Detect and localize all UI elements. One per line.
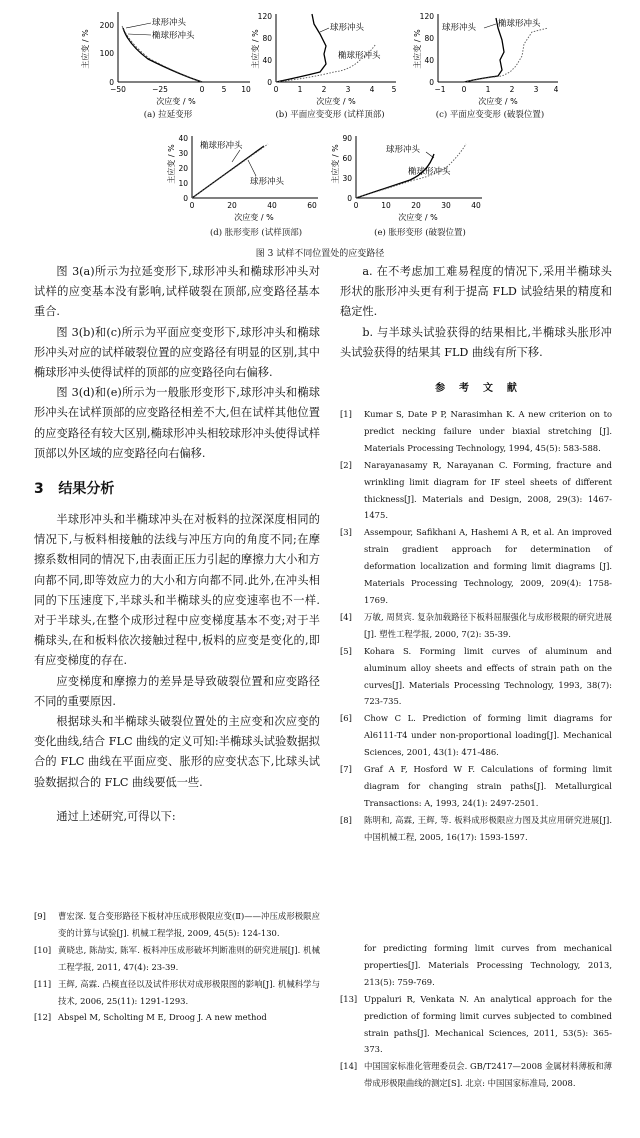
panel-e-xtick-0: 0 bbox=[353, 201, 359, 210]
panel-d-label-ellipsoid: 椭球形冲头 bbox=[200, 141, 243, 151]
panel-a-ytick-2: 200 bbox=[99, 21, 114, 30]
panel-e-ytick-1: 30 bbox=[342, 174, 352, 183]
paragraph-fig3bc: 图 3(b)和(c)所示为平面应变变形下,球形冲头和椭球形冲头对应的试样破裂位置的应变路径有明显的区别,其中椭球形冲头使得试样的顶部的应变路径向右偏移. bbox=[34, 325, 320, 380]
panel-b-ytick-1: 40 bbox=[262, 56, 272, 65]
panel-d-xlabel: 次应变 / % bbox=[234, 213, 274, 222]
panel-c-xtick-0: −1 bbox=[434, 85, 446, 94]
panel-e-xtick-1: 10 bbox=[381, 201, 391, 210]
panel-c-xlabel: 次应变 / % bbox=[478, 97, 518, 106]
panel-b-xtick-4: 4 bbox=[369, 85, 375, 94]
panel-c-ytick-1: 40 bbox=[424, 56, 434, 65]
panel-b-ylabel: 主应变 / % bbox=[251, 29, 260, 69]
panel-e-ytick-0: 0 bbox=[347, 194, 352, 203]
panel-a-xtick-2: 0 bbox=[199, 85, 205, 94]
panel-e-xtick-2: 20 bbox=[411, 201, 421, 210]
reference-9: [9] 曹宏深. 复合变形路径下板材冲压成形极限应变(Ⅱ)——冲压成形极限应变的计算与试验[J]. 机械工程学报, 2009, 45(5): 124-130. bbox=[34, 911, 320, 938]
reference-12-continued: for predicting forming limit curves from mechanical properties[J]. Materials Processing Technology, 2013, 213(5): 759-769. bbox=[364, 943, 612, 987]
panel-a-ylabel: 主应变 / % bbox=[81, 29, 90, 69]
reference-6: [6] Chow C L. Prediction of forming limit diagrams for Al6111-T4 under non-proportional loading[J]. Mechanical Sciences, 2001, 43(1): 471-486. bbox=[340, 713, 612, 758]
panel-d-xtick-3: 60 bbox=[307, 201, 317, 210]
panel-c-chart bbox=[412, 4, 562, 116]
panel-d-ytick-3: 30 bbox=[178, 149, 188, 158]
panel-b-chart bbox=[250, 4, 400, 116]
panel-c-xtick-1: 0 bbox=[461, 85, 467, 94]
panel-b-xtick-3: 3 bbox=[345, 85, 351, 94]
conclusion-b: b. 与半球头试验获得的结果相比,半椭球头胀形冲头试验获得的结果其 FLD 曲线有所下移. bbox=[340, 325, 612, 359]
panel-c-ylabel: 主应变 / % bbox=[413, 29, 422, 69]
panel-d-xtick-2: 40 bbox=[267, 201, 277, 210]
panel-d-ytick-0: 0 bbox=[183, 194, 188, 203]
reference-10: [10] 黄晓忠, 陈劼实, 陈军. 板料冲压成形破坏判断准则的研究进展[J]. 机械工程学报, 2011, 47(4): 23-39. bbox=[34, 944, 320, 972]
panel-c-xtick-3: 2 bbox=[509, 85, 515, 94]
panel-a-xtick-1: −25 bbox=[152, 85, 168, 94]
section-title: 3 结果分析 bbox=[34, 481, 115, 498]
panel-c-label-sphere: 球形冲头 bbox=[442, 23, 477, 33]
panel-e-xtick-3: 30 bbox=[441, 201, 451, 210]
panel-c-label-ellipsoid: 椭球形冲头 bbox=[498, 19, 541, 29]
panel-c-ytick-3: 120 bbox=[419, 12, 434, 21]
panel-a-xtick-0: −50 bbox=[110, 85, 126, 94]
panel-b-label-ellipsoid: 椭球形冲头 bbox=[338, 51, 381, 61]
reference-7: [7] Graf A F, Hosford W F. Calculations of forming limit diagram for changing strain paths[J]. Metallurgical Transactions: A, 1993, 24(1): 2497-2501. bbox=[340, 764, 612, 808]
paragraph-analysis-1: 半球形冲头和半椭球冲头在对板料的拉深深度相同的情况下,与板料相接触的法线与冲压方向的角度不同;在摩擦系数相同的情况下,由表面正压力引起的摩擦力大小和方向都不同,即等效应力的大小和方向都不同.此外,在冲头相同的下压速度下,半球头和半椭球头的应变速率也不一样.对于半球头,在整个成形过程中应变梯度基本不变;对于半椭球头,在和板料依次接触过程中,板料的应变是变化的,即有应变梯度的存在. bbox=[34, 513, 320, 668]
panel-d-ytick-2: 20 bbox=[178, 164, 188, 173]
panel-c-xtick-4: 3 bbox=[533, 85, 539, 94]
panel-e-ytick-3: 90 bbox=[342, 134, 352, 143]
panel-d-label-sphere: 球形冲头 bbox=[250, 177, 285, 187]
panel-b-ytick-3: 120 bbox=[257, 12, 272, 21]
paragraph-fig3de: 图 3(d)和(e)所示为一般胀形变形下,球形冲头和椭球形冲头在试样顶部的应变路径相差不大,但在试样其他位置的应变路径有较大区别,椭球形冲头相较球形冲头使得试样顶部以外区域的应变路径向右偏移. bbox=[34, 386, 320, 460]
reference-11: [11] 王辉, 高霖. 凸模直径以及试件形状对成形极限图的影响[J]. 机械科学与技术, 2006, 25(11): 1291-1293. bbox=[34, 978, 320, 1006]
panel-e-xtick-4: 40 bbox=[471, 201, 481, 210]
reference-13: [13] Uppaluri R, Venkata N. An analytical approach for the prediction of forming limit curves subjected to combined strain paths[J]. Mechanical Sciences, 2011, 53(5): 365-373. bbox=[340, 993, 612, 1055]
right-column bbox=[340, 262, 612, 846]
figure-caption: 图 3 试样不同位置处的应变路径 bbox=[255, 249, 385, 259]
panel-d-chart bbox=[166, 124, 326, 224]
paragraph-analysis-3: 根据球头和半椭球头破裂位置处的主应变和次应变的变化曲线,结合 FLC 曲线的定义可知:半椭球头试验数据拟合的 FLC 曲线在平面应变、胀形的应变状态下,比球头试验数据拟合的 FLC 曲线要低一些. bbox=[34, 715, 320, 789]
panel-a-xtick-4: 10 bbox=[241, 85, 251, 94]
reference-14: [14] 中国国家标准化管理委员会. GB/T2417—2008 金属材料薄板和薄带成形极限曲线的测定[S]. 北京: 中国国家标准局, 2008. bbox=[340, 1061, 612, 1089]
reference-12: [12] Abspel M, Scholting M E, Droog J. A new method bbox=[34, 1012, 267, 1023]
panel-a-label-ellipsoid: 椭球形冲头 bbox=[152, 31, 195, 41]
panel-b-label-sphere: 球形冲头 bbox=[330, 23, 365, 33]
panel-e-label-ellipsoid: 椭球形冲头 bbox=[408, 167, 451, 177]
left-references bbox=[34, 908, 320, 1026]
panel-e-ylabel: 主应变 / % bbox=[331, 144, 340, 184]
panel-e-chart bbox=[330, 124, 490, 224]
panel-d-ytick-1: 10 bbox=[178, 179, 188, 188]
panel-e-label-sphere: 球形冲头 bbox=[386, 145, 421, 155]
panel-d-xtick-1: 20 bbox=[227, 201, 237, 210]
reference-2: [2] Narayanasamy R, Narayanan C. Forming, fracture and wrinkling limit diagram for IF steel sheets of different thickness[J]. Materials and Design, 2008, 29(3): 1467-1475. bbox=[340, 459, 612, 521]
panel-c-curve-ellipsoid bbox=[464, 28, 548, 82]
panel-e-caption: (e) 胀形变形 (破裂位置) bbox=[374, 228, 466, 238]
panel-d-caption: (d) 胀形变形 (试样顶部) bbox=[209, 228, 303, 238]
reference-8: [8] 陈明和, 高霖, 王辉, 等. 板料成形极限应力图及其应用研究进展[J]. 中国机械工程, 2005, 16(17): 1593-1597. bbox=[340, 814, 612, 842]
panel-a-ytick-1: 100 bbox=[99, 49, 114, 58]
panel-a-ytick-0: 0 bbox=[109, 78, 114, 87]
panel-e-xlabel: 次应变 / % bbox=[398, 213, 438, 222]
right-references-continued bbox=[340, 940, 612, 1092]
panel-c-ytick-2: 80 bbox=[424, 34, 434, 43]
paragraph-summary: 通过上述研究,可得以下: bbox=[56, 809, 176, 823]
reference-1: [1] Kumar S, Date P P, Narasimhan K. A new criterion on to predict necking failure under biaxial stretching [J]. Materials Processing Technology, 1994, 45(5): 583-588. bbox=[340, 409, 612, 453]
reference-4: [4] 万敏, 周贤宾. 复杂加载路径下板料屈服强化与成形极限的研究进展[J]. 塑性工程学报, 2000, 7(2): 35-39. bbox=[340, 611, 612, 639]
panel-a-caption: (a) 拉延变形 bbox=[143, 110, 193, 120]
panel-b-curve-sphere bbox=[276, 14, 326, 82]
left-column bbox=[34, 262, 320, 827]
references-title: 参 考 文 献 bbox=[435, 383, 517, 395]
panel-a-label-sphere: 球形冲头 bbox=[152, 18, 187, 28]
paragraph-fig3a: 图 3(a)所示为拉延变形下,球形冲头和椭球形冲头对试样的应变基本没有影响,试样破裂在顶部,应变路径基本重合. bbox=[34, 265, 320, 319]
panel-b-caption: (b) 平面应变变形 (试样顶部) bbox=[275, 110, 385, 120]
conclusion-a: a. 在不考虑加工难易程度的情况下,采用半椭球头形状的胀形冲头更有利于提高 FLD 试验结果的精度和稳定性. bbox=[340, 265, 612, 319]
panel-e-ytick-2: 60 bbox=[342, 154, 352, 163]
panel-b-xlabel: 次应变 / % bbox=[316, 97, 356, 106]
panel-b-xtick-5: 5 bbox=[391, 85, 397, 94]
reference-3: [3] Assempour, Safikhani A, Hashemi A R, et al. An improved strain gradient approach for determination of deformation localization and forming limit diagrams [J]. Materials Processing Technology, 2009, 209(4): 1758-1769. bbox=[340, 527, 612, 605]
panel-b-ytick-0: 0 bbox=[267, 78, 272, 87]
panel-a-chart bbox=[78, 4, 258, 116]
panel-b-xtick-0: 0 bbox=[273, 85, 279, 94]
panel-b-ytick-2: 80 bbox=[262, 34, 272, 43]
panel-c-xtick-2: 1 bbox=[485, 85, 491, 94]
panel-d-ylabel: 主应变 / % bbox=[167, 144, 176, 184]
panel-b-xtick-1: 1 bbox=[297, 85, 303, 94]
panel-d-ytick-4: 40 bbox=[178, 134, 188, 143]
right-references bbox=[340, 406, 612, 846]
paragraph-analysis-2: 应变梯度和摩擦力的差异是导致破裂位置和应变路径不同的重要原因. bbox=[34, 674, 320, 708]
panel-a-xtick-3: 5 bbox=[221, 85, 227, 94]
panel-d-xtick-0: 0 bbox=[189, 201, 195, 210]
panel-c-ytick-0: 0 bbox=[429, 78, 434, 87]
panel-c-caption: (c) 平面应变变形 (破裂位置) bbox=[435, 110, 545, 120]
panel-a-xlabel: 次应变 / % bbox=[156, 97, 196, 106]
figure-3 bbox=[0, 0, 640, 262]
reference-5: [5] Kohara S. Forming limit curves of aluminum and aluminum alloy sheets and effects of strain path on the curves[J]. Materials Processing Technology, 1993, 38(7): 723-735. bbox=[340, 645, 612, 707]
panel-b-xtick-2: 2 bbox=[321, 85, 327, 94]
panel-c-xtick-5: 4 bbox=[553, 85, 559, 94]
